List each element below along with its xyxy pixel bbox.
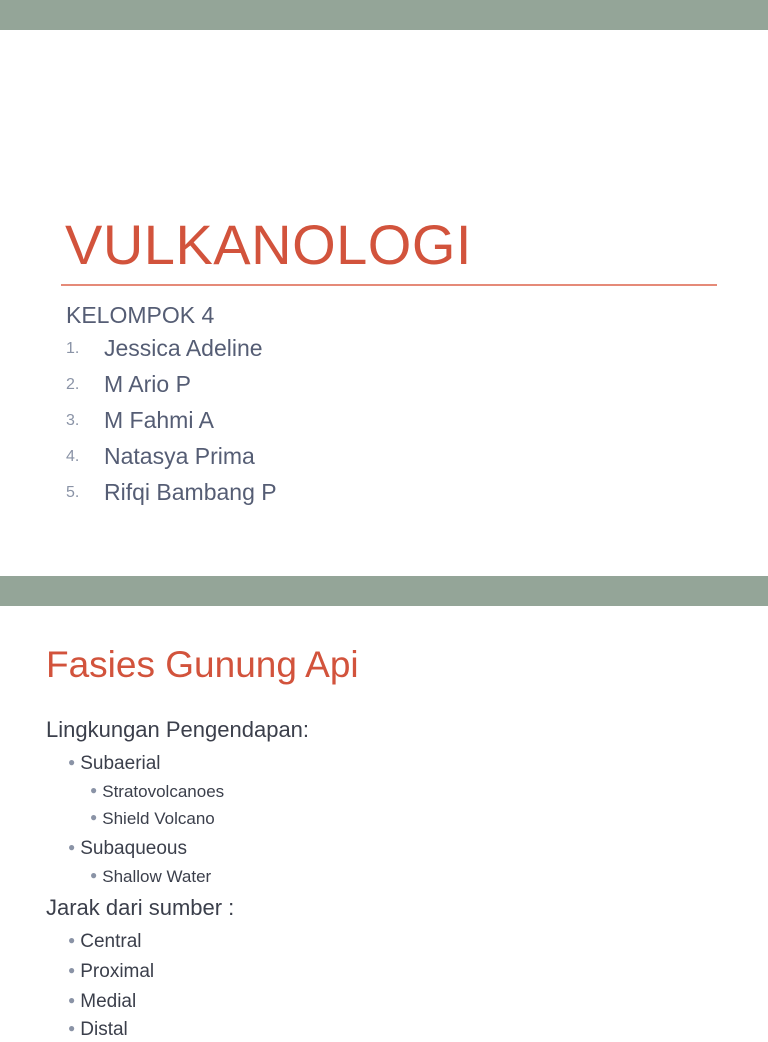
- bullet-text: Shield Volcano: [102, 809, 215, 828]
- slide-fasies-heading: Fasies Gunung Api: [46, 644, 359, 685]
- bullet-stratovolcanoes: [90, 779, 224, 803]
- bullet-distal: [68, 1016, 128, 1042]
- member-name: Rifqi Bambang P: [104, 479, 277, 505]
- bullet-dot-icon: ●: [90, 810, 98, 824]
- bullet-dot-icon: ●: [68, 963, 76, 977]
- bullet-text: Distal: [80, 1019, 128, 1040]
- member-name: M Ario P: [104, 371, 191, 397]
- bullet-text: Shallow Water: [102, 867, 212, 886]
- group-label: KELOMPOK 4: [66, 302, 215, 328]
- member-number: 1.: [66, 340, 80, 357]
- member-name: Natasya Prima: [104, 443, 255, 469]
- slide-title-heading: VULKANOLOGI: [65, 213, 472, 276]
- bullet-dot-icon: ●: [68, 755, 76, 769]
- slide-fasies: [0, 606, 768, 1040]
- slide-divider-bar: [0, 576, 768, 606]
- bullet-text: Subaerial: [80, 753, 161, 774]
- bullet-central: [68, 928, 142, 954]
- bullet-dot-icon: ●: [90, 868, 98, 882]
- bullet-proximal: [68, 958, 154, 984]
- bullet-shallow-water: [90, 864, 211, 888]
- bullet-text: Proximal: [80, 961, 155, 982]
- member-number: 2.: [66, 376, 80, 393]
- bullet-medial: [68, 988, 136, 1014]
- member-name: M Fahmi A: [104, 407, 214, 433]
- member-number: 5.: [66, 484, 80, 501]
- bullet-dot-icon: ●: [90, 783, 98, 797]
- bullet-text: Subaqueous: [80, 838, 187, 859]
- slide-title: [0, 30, 768, 576]
- bullet-dot-icon: ●: [68, 993, 76, 1007]
- member-number: 4.: [66, 448, 80, 465]
- bullet-text: Central: [80, 931, 142, 952]
- section-heading-jarak: Jarak dari sumber :: [46, 895, 235, 920]
- title-underline: [61, 284, 717, 286]
- member-number: 3.: [66, 412, 80, 429]
- top-accent-bar: [0, 0, 768, 30]
- bullet-shield-volcano: [90, 806, 215, 830]
- bullet-dot-icon: ●: [68, 840, 76, 854]
- member-name: Jessica Adeline: [104, 335, 263, 361]
- section-heading-lingkungan: Lingkungan Pengendapan:: [46, 717, 310, 742]
- bullet-subaqueous: [68, 835, 187, 861]
- bullet-subaerial: [68, 750, 161, 776]
- bullet-text: Medial: [80, 991, 137, 1012]
- bullet-text: Stratovolcanoes: [102, 782, 225, 801]
- bullet-dot-icon: ●: [68, 1021, 76, 1035]
- bullet-dot-icon: ●: [68, 933, 76, 947]
